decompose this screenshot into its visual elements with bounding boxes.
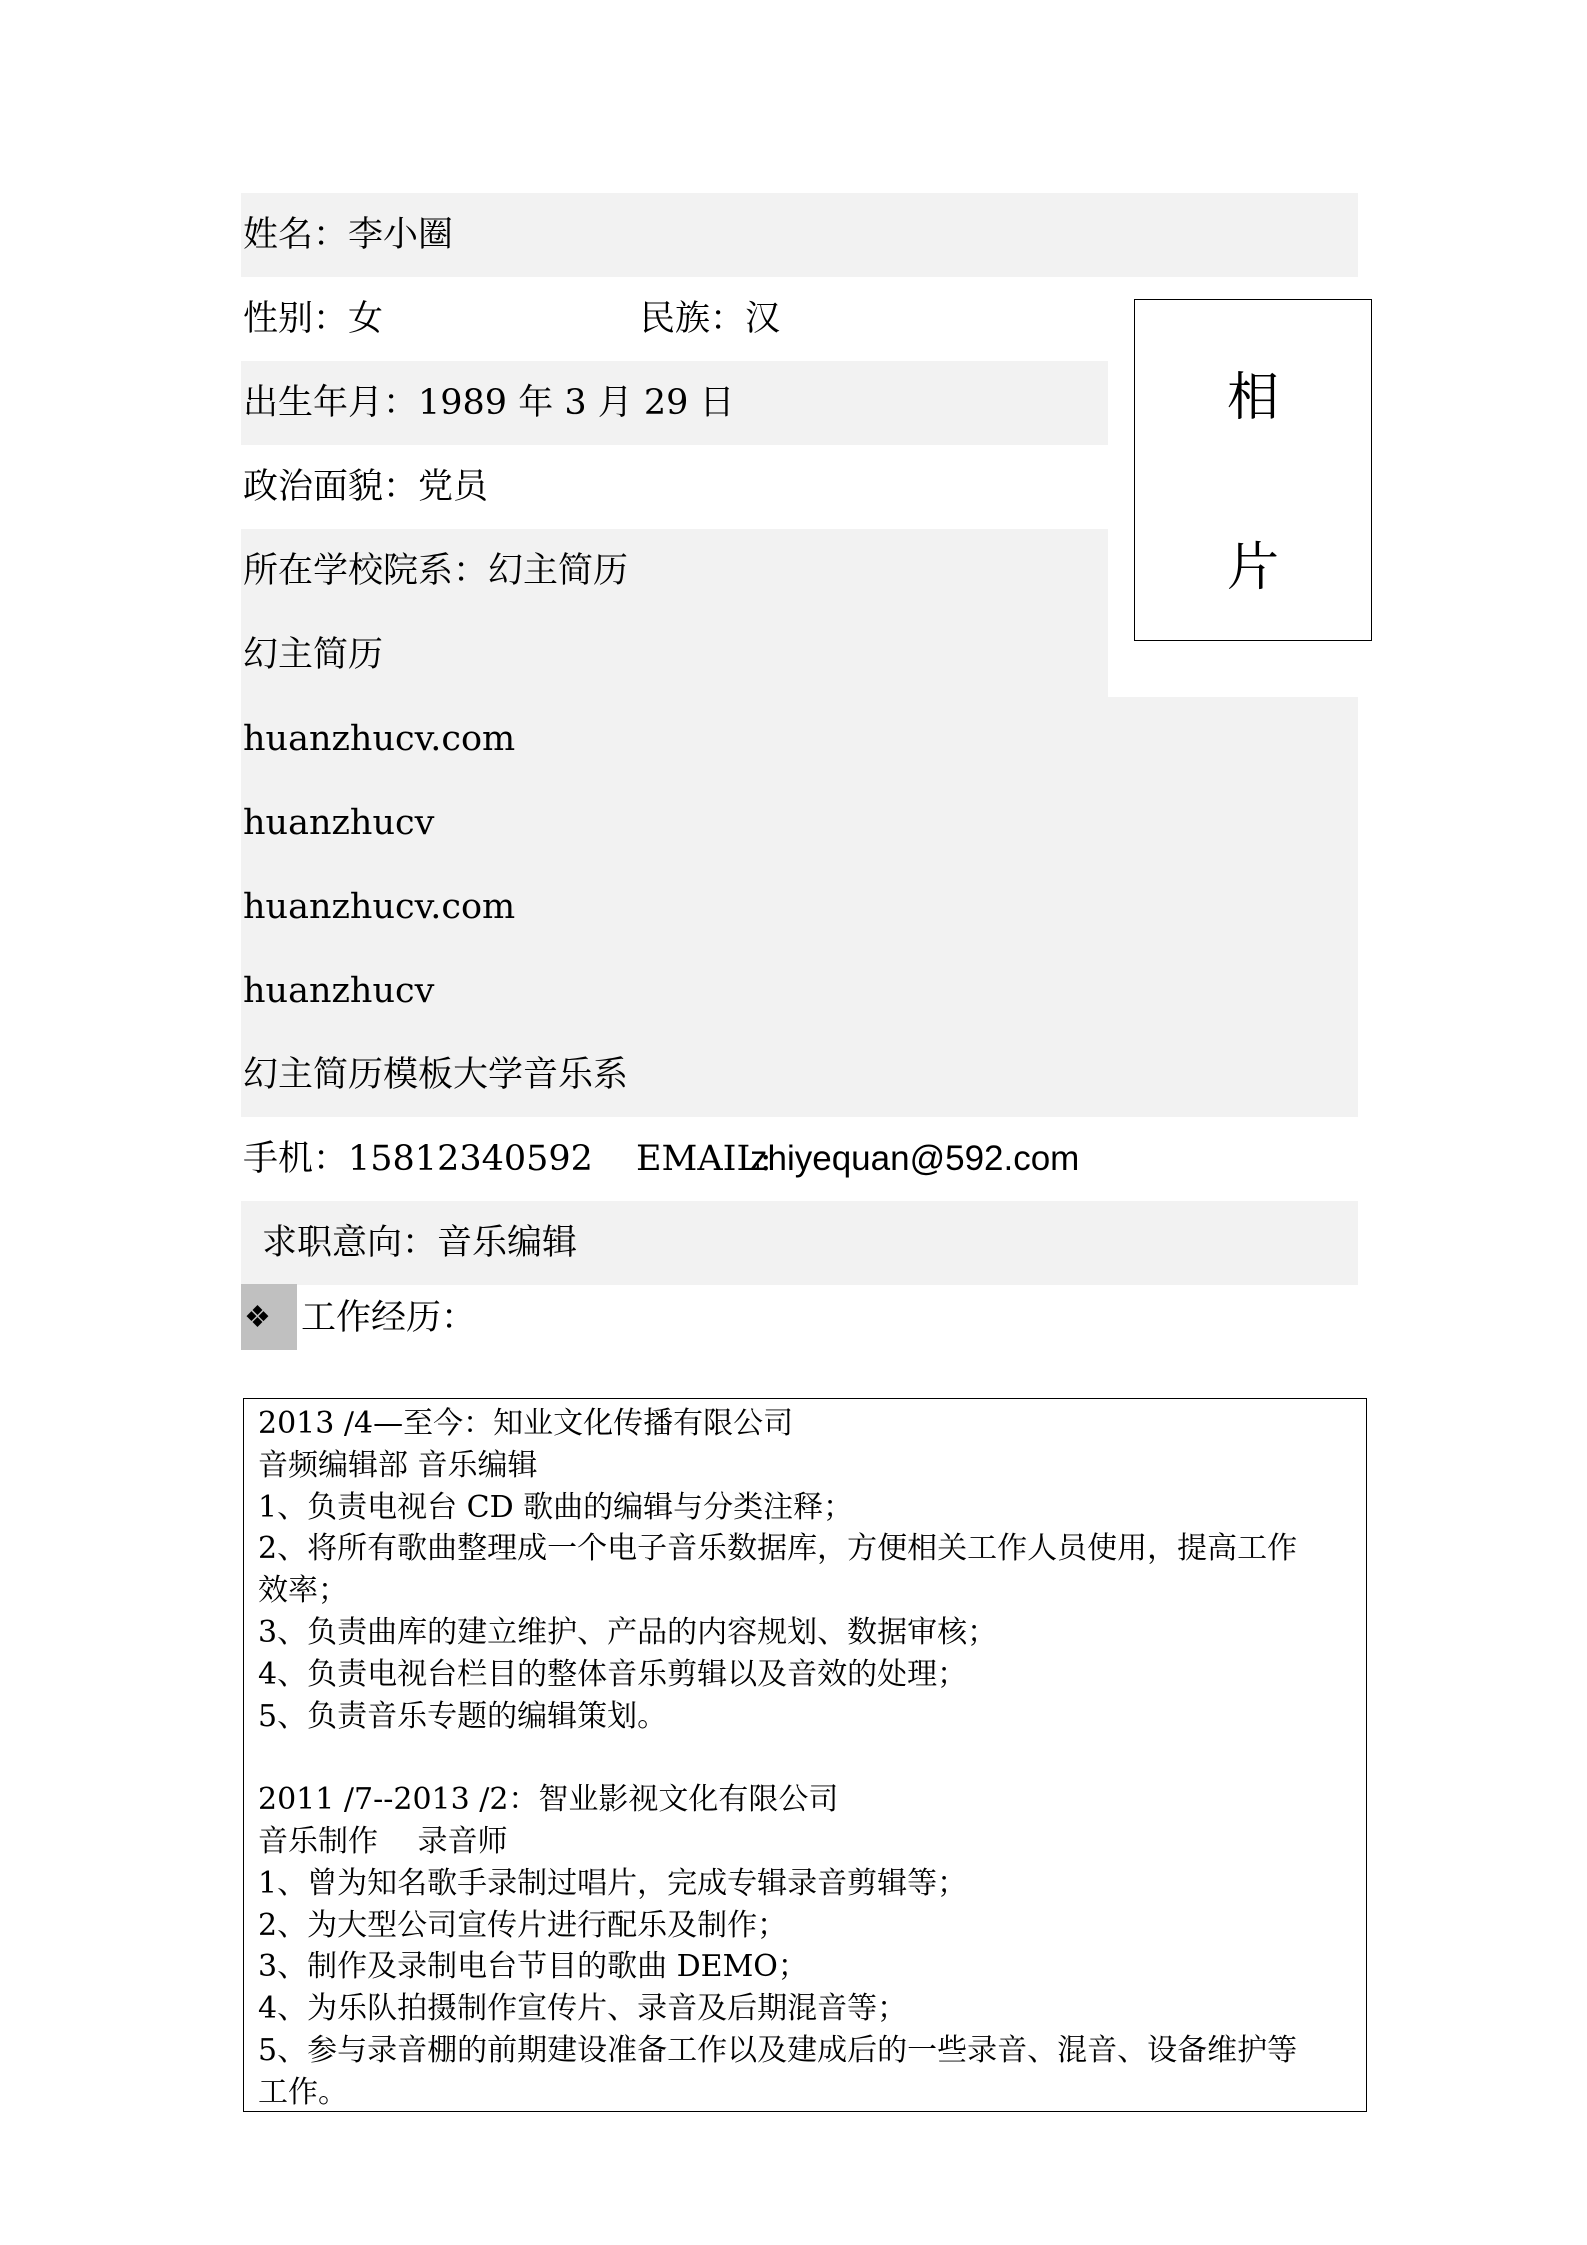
detail-line: huanzhucv: [243, 971, 435, 1011]
job-role-line: 音乐制作 录音师: [258, 1823, 508, 1859]
job-duty-line: 效率；: [258, 1573, 348, 1609]
work-experience-box: [243, 1398, 1367, 2112]
job-title-line: 2011 /7--2013 /2：智业影视文化有限公司: [258, 1782, 839, 1818]
job-duty-line: 工作。: [258, 2074, 348, 2110]
phone-field: 手机：15812340592: [243, 1139, 593, 1179]
job-duty-line: 1、曾为知名歌手录制过唱片，完成专辑录音剪辑等；: [258, 1865, 968, 1901]
diamond-bullet-icon: ❖: [244, 1300, 271, 1335]
job-role-line: 音频编辑部 音乐编辑: [258, 1447, 538, 1483]
birth-field: 出生年月：1989 年 3 月 29 日: [243, 383, 735, 423]
email-label: EMAIL:: [636, 1139, 772, 1179]
job-duty-line: 3、制作及录制电台节目的歌曲 DEMO；: [258, 1949, 808, 1985]
blank-line: [258, 1737, 1352, 1779]
email-value: zhiyequan@592.com: [750, 1139, 1080, 1178]
job-duty-line: 3、负责曲库的建立维护、产品的内容规划、数据审核；: [258, 1614, 998, 1650]
detail-line: 幻主简历模板大学音乐系: [243, 1055, 629, 1095]
photo-label-1: 相: [1226, 368, 1279, 428]
job-duty-line: 2、将所有歌曲整理成一个电子音乐数据库，方便相关工作人员使用，提高工作: [258, 1531, 1298, 1567]
school-field: 所在学校院系：幻主简历: [243, 551, 629, 591]
name-field: 姓名：李小圈: [243, 215, 454, 255]
detail-line: huanzhucv.com: [243, 719, 516, 759]
gender-field: 性别：女: [243, 299, 384, 339]
work-heading: 工作经历：: [301, 1298, 477, 1338]
objective-field: 求职意向：音乐编辑: [262, 1223, 578, 1263]
ethnicity-field: 民族：汉: [640, 299, 781, 339]
job-duty-line: 4、负责电视台栏目的整体音乐剪辑以及音效的处理；: [258, 1656, 968, 1692]
job-duty-line: 4、为乐队拍摄制作宣传片、录音及后期混音等；: [258, 1991, 908, 2027]
job-duty-line: 2、为大型公司宣传片进行配乐及制作；: [258, 1907, 788, 1943]
job-duty-line: 1、负责电视台 CD 歌曲的编辑与分类注释；: [258, 1489, 854, 1525]
job-title-line: 2013 /4—至今：知业文化传播有限公司: [258, 1406, 794, 1441]
job-duty-line: 5、负责音乐专题的编辑策划。: [258, 1698, 668, 1734]
photo-placeholder: [1134, 299, 1372, 641]
political-field: 政治面貌：党员: [243, 467, 489, 507]
detail-line: huanzhucv.com: [243, 887, 516, 927]
detail-line: huanzhucv: [243, 803, 435, 843]
detail-line: 幻主简历: [243, 635, 384, 675]
job-duty-line: 5、参与录音棚的前期建设准备工作以及建成后的一些录音、混音、设备维护等: [258, 2032, 1298, 2068]
photo-label-2: 片: [1226, 538, 1279, 598]
